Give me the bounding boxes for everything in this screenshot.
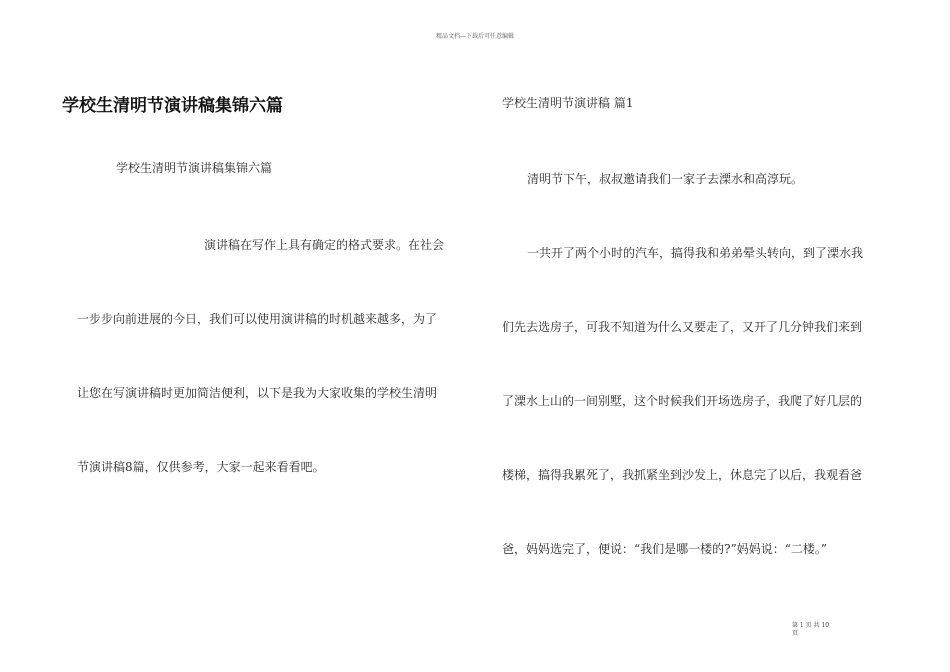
paragraph-line: 演讲稿在写作上具有确定的格式要求。在社会: [204, 238, 445, 252]
page-number-line: 第 1 页 共 10: [792, 622, 830, 629]
paragraph-line: 了溧水上山的一间别墅，这个时候我们开场选房子，我爬了好几层的: [502, 394, 863, 408]
page-number: [792, 622, 829, 638]
paragraph-line: 们先去选房子，可我不知道为什么又要走了，又开了几分钟我们来到: [502, 320, 863, 334]
paragraph-line: 一步步向前进展的今日，我们可以使用演讲稿的时机越来越多，为了: [77, 312, 438, 326]
page-header: 精品文档—下载后可任意编辑: [435, 33, 514, 40]
paragraph-line: 爸，妈妈选完了，便说：“我们是哪一楼的?”妈妈说：“二楼。”: [502, 542, 827, 556]
paragraph-line: 清明节下午，叔叔邀请我们一家子去溧水和高淳玩。: [527, 172, 804, 186]
paragraph-line: 楼梯，搞得我累死了，我抓紧坐到沙发上，休息完了以后，我观看爸: [502, 468, 863, 482]
paragraph-line: 让您在写演讲稿时更加简洁便利，以下是我为大家收集的学校生清明: [77, 386, 438, 400]
paragraph-line: 节演讲稿8篇，仅供参考，大家一起来看看吧。: [77, 460, 325, 474]
document-subtitle: 学校生清明节演讲稿集锦六篇: [116, 161, 273, 175]
section-heading: 学校生清明节演讲稿 篇1: [502, 96, 634, 110]
document-title: 学校生清明节演讲稿集锦六篇: [62, 96, 283, 116]
page-number-line: 页: [792, 630, 799, 637]
paragraph-line: 一共开了两个小时的汽车，搞得我和弟弟晕头转向，到了溧水我: [527, 246, 864, 260]
